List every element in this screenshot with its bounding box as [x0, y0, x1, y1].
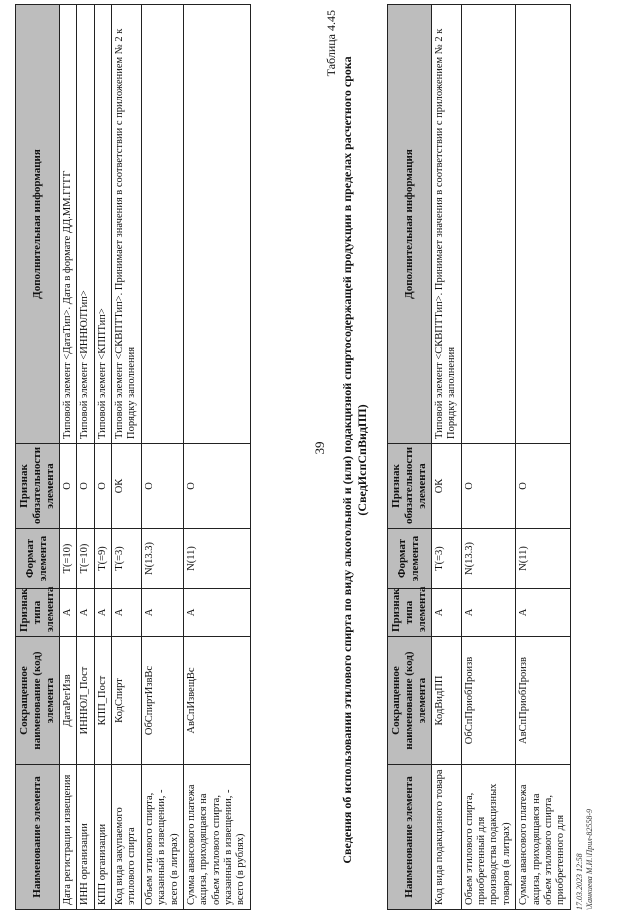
cell-type-flag: А [77, 589, 94, 637]
cell-extra-info: Типовой элемент <ИННЮЛТип> [77, 5, 94, 444]
table-1-body [59, 5, 250, 910]
cell-element-name: КПП организации [94, 765, 111, 910]
cell-element-code: ИННЮЛ_Пост [77, 637, 94, 765]
cell-element-name: Сумма авансового платежа акциза, приходящаяся на объем этилового спирта, приобретенного для [516, 765, 571, 910]
cell-type-flag: А [461, 589, 516, 637]
header-format: Формат элемента [388, 529, 432, 589]
cell-extra-info: Типовой элемент <СКВПТТип>. Принимает значения в соответствии с приложением № 2 к Порядку заполнения [431, 5, 461, 444]
table-header-row [388, 5, 432, 910]
table-title: Сведения об использовании этилового спирта по виду алкогольной и (или) подакцизной спиртосодержащей продукции в пределах расчетного срока (СведИспСпВидПП) [340, 56, 369, 864]
table-row [112, 5, 142, 910]
cell-format: Т(=3) [431, 529, 461, 589]
cell-element-code: КодВидПП [431, 637, 461, 765]
cell-format: Т(=9) [94, 529, 111, 589]
cell-element-name: Код вида подакцизного товара [431, 765, 461, 910]
cell-element-code: ОбСпПриобПроизв [461, 637, 516, 765]
cell-extra-info: Типовой элемент <ДатаТип>. Дата в формате ДД.ММ.ГГГГ [59, 5, 76, 444]
header-format: Формат элемента [16, 529, 60, 589]
table-row [431, 5, 461, 910]
header-short-name: Сокращенное наименование (код) элемента [16, 637, 60, 765]
cell-type-flag: А [516, 589, 571, 637]
cell-element-name: Объем этилового спирта, указанный в извещении, - всего (в литрах) [141, 765, 183, 910]
cell-required-flag: О [94, 444, 111, 529]
header-extra-info: Дополнительная информация [16, 5, 60, 444]
cell-element-code: АвСпПриобПроизв [516, 637, 571, 765]
stamp-author: \Ханкиева М.И.\Прил-82558-9 [585, 808, 595, 910]
table-header-row [16, 5, 60, 910]
cell-format: N(13.3) [141, 529, 183, 589]
cell-required-flag: О [59, 444, 76, 529]
table-row [516, 5, 571, 910]
cell-format: Т(=10) [59, 529, 76, 589]
header-name: Наименование элемента [16, 765, 60, 910]
table-2-body [431, 5, 570, 910]
cell-type-flag: А [141, 589, 183, 637]
cell-type-flag: А [59, 589, 76, 637]
header-required-flag: Признак обязательности элемента [388, 444, 432, 529]
document-stamp [575, 809, 596, 910]
header-type-flag: Признак типа элемента [388, 589, 432, 637]
table-row [94, 5, 111, 910]
cell-required-flag: О [516, 444, 571, 529]
header-type-flag: Признак типа элемента [16, 589, 60, 637]
cell-required-flag: О [77, 444, 94, 529]
cell-type-flag: А [112, 589, 142, 637]
cell-type-flag: А [183, 589, 250, 637]
cell-element-code: АвСпИзвещВс [183, 637, 250, 765]
cell-type-flag: А [94, 589, 111, 637]
cell-element-name: Сумма авансового платежа акциза, приходящаяся на объем этилового спирта, указанный в извещении, - всего (в рублях) [183, 765, 250, 910]
table-row [461, 5, 516, 910]
header-name: Наименование элемента [388, 765, 432, 910]
rotated-document-content [15, 10, 625, 910]
table-row [183, 5, 250, 910]
cell-required-flag: О [461, 444, 516, 529]
elements-table-2 [387, 4, 571, 910]
cell-element-code: КодСпирт [112, 637, 142, 765]
cell-element-code: ОбСпиртИзвВс [141, 637, 183, 765]
cell-element-name: Дата регистрации извещения [59, 765, 76, 910]
cell-required-flag: ОК [431, 444, 461, 529]
cell-format: N(13.3) [461, 529, 516, 589]
cell-element-name: Объем этилового спирта, приобретенный для производства подакцизных товаров (в литрах) [461, 765, 516, 910]
header-short-name: Сокращенное наименование (код) элемента [388, 637, 432, 765]
elements-table-1 [15, 4, 251, 910]
cell-extra-info: Типовой элемент <СКВПТТип>. Принимает значения в соответствии с приложением № 2 к Порядку заполнения [112, 5, 142, 444]
table-row [141, 5, 183, 910]
cell-extra-info [183, 5, 250, 444]
cell-element-code: ДатаРегИзв [59, 637, 76, 765]
cell-extra-info [516, 5, 571, 444]
cell-element-name: Код вида закупаемого этилового спирта [112, 765, 142, 910]
stamp-date: 17.03.2023 12:58 [575, 853, 584, 910]
cell-format: Т(=3) [112, 529, 142, 589]
cell-format: N(11) [516, 529, 571, 589]
page-number: 39 [312, 441, 327, 455]
table-number-caption: Таблица 4.45 [324, 10, 338, 77]
cell-required-flag: О [141, 444, 183, 529]
cell-extra-info [141, 5, 183, 444]
cell-element-code: КПП_Пост [94, 637, 111, 765]
table-row [59, 5, 76, 910]
cell-extra-info: Типовой элемент <КППТип> [94, 5, 111, 444]
cell-format: N(11) [183, 529, 250, 589]
cell-extra-info [461, 5, 516, 444]
cell-format: Т(=10) [77, 529, 94, 589]
table-row [77, 5, 94, 910]
cell-required-flag: О [183, 444, 250, 529]
header-required-flag: Признак обязательности элемента [16, 444, 60, 529]
cell-element-name: ИНН организации [77, 765, 94, 910]
header-extra-info: Дополнительная информация [388, 5, 432, 444]
cell-required-flag: ОК [112, 444, 142, 529]
cell-type-flag: А [431, 589, 461, 637]
